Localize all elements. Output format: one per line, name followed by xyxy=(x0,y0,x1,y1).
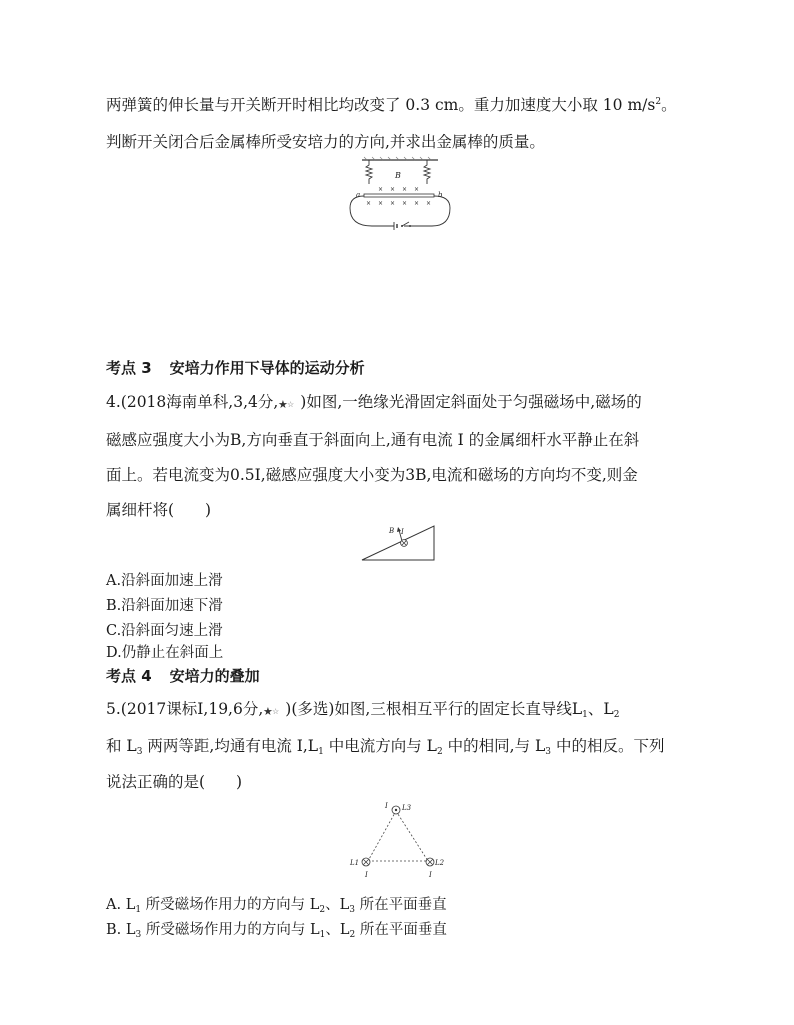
svg-text:×: × xyxy=(414,200,420,207)
q4-text-line-2: 磁感应强度大小为B,方向垂直于斜面向上,通有电流 I 的金属细杆水平静止在斜 xyxy=(106,431,640,449)
q5-text-line-2: 和 $L_3$ 两两等距,均通有电流 $I,L_1$ 中电流方向与 $L_2$ 中的相同,与 $L_3$ 中的相反。下列 xyxy=(106,737,665,757)
q4-option-d[interactable]: D.仍静止在斜面上 xyxy=(106,645,224,661)
svg-text:a: a xyxy=(356,191,361,199)
svg-text:☆: ☆ xyxy=(287,400,295,409)
svg-text:L2: L2 xyxy=(435,859,445,867)
svg-text:L1: L1 xyxy=(350,859,360,867)
section-heading-3: 考点 3 安培力作用下导体的运动分析 xyxy=(106,359,365,377)
svg-text:★: ★ xyxy=(278,398,289,409)
q3-text-line-1: 两弹簧的伸长量与开关断开时相比均改变了 0.3 cm。重力加速度大小取 10 $m/s^2$。 xyxy=(106,96,677,114)
q5-option-a[interactable]: A. $L_1$ 所受磁场作用力的方向与 $L_2$、$L_3$ 所在平面垂直 xyxy=(106,897,447,915)
svg-text:×: × xyxy=(378,186,384,193)
svg-text:×: × xyxy=(414,186,420,193)
svg-text:×: × xyxy=(402,186,408,193)
svg-text:B: B xyxy=(389,527,395,535)
svg-text:×: × xyxy=(390,200,396,207)
svg-text:I: I xyxy=(365,871,368,879)
q5-option-b[interactable]: B. $L_3$ 所受磁场作用力的方向与 $L_1$、$L_2$ 所在平面垂直 xyxy=(106,922,447,940)
q4-text-line-3: 面上。若电流变为0.5I,磁感应强度大小变为3B,电流和磁场的方向均不变,则金 xyxy=(106,466,638,484)
svg-text:×: × xyxy=(378,200,384,207)
star-rating-icon xyxy=(278,397,300,409)
svg-text:×: × xyxy=(402,200,408,207)
svg-text:I: I xyxy=(429,871,432,879)
incline-figure xyxy=(358,524,438,564)
svg-text:×: × xyxy=(426,200,432,207)
svg-text:×: × xyxy=(390,186,396,193)
svg-text:I: I xyxy=(385,802,388,810)
q4-option-b[interactable]: B.沿斜面加速下滑 xyxy=(106,598,223,614)
svg-text:L3: L3 xyxy=(402,804,412,812)
spring-rod-figure xyxy=(342,156,462,234)
q4-option-a[interactable]: A.沿斜面加速上滑 xyxy=(106,573,223,589)
svg-text:I: I xyxy=(401,528,404,536)
svg-text:×: × xyxy=(366,200,372,207)
q5-text-line-1: 5.(2017课标Ⅰ,19,6分, ★ ☆ )(多选)如图,三根相互平行的固定长直导线$L_1$、$L_2$ xyxy=(106,700,620,720)
svg-text:B: B xyxy=(395,171,401,180)
q5-text-line-3: 说法正确的是( ) xyxy=(106,773,243,791)
star-rating-icon xyxy=(263,704,285,716)
three-wires-figure xyxy=(346,798,452,880)
q3-text-line-2: 判断开关闭合后金属棒所受安培力的方向,并求出金属棒的质量。 xyxy=(106,133,545,151)
q4-text-line-1: 4.(2018海南单科,3,4分, ★ ☆ )如图,一绝缘光滑固定斜面处于匀强磁场中,磁场的 xyxy=(106,393,642,411)
q4-text-line-4: 属细杆将( ) xyxy=(106,501,212,519)
svg-text:☆: ☆ xyxy=(272,707,280,716)
q4-option-c[interactable]: C.沿斜面匀速上滑 xyxy=(106,623,223,639)
svg-text:b: b xyxy=(438,191,443,199)
section-heading-4: 考点 4 安培力的叠加 xyxy=(106,667,260,685)
svg-text:★: ★ xyxy=(263,705,274,716)
